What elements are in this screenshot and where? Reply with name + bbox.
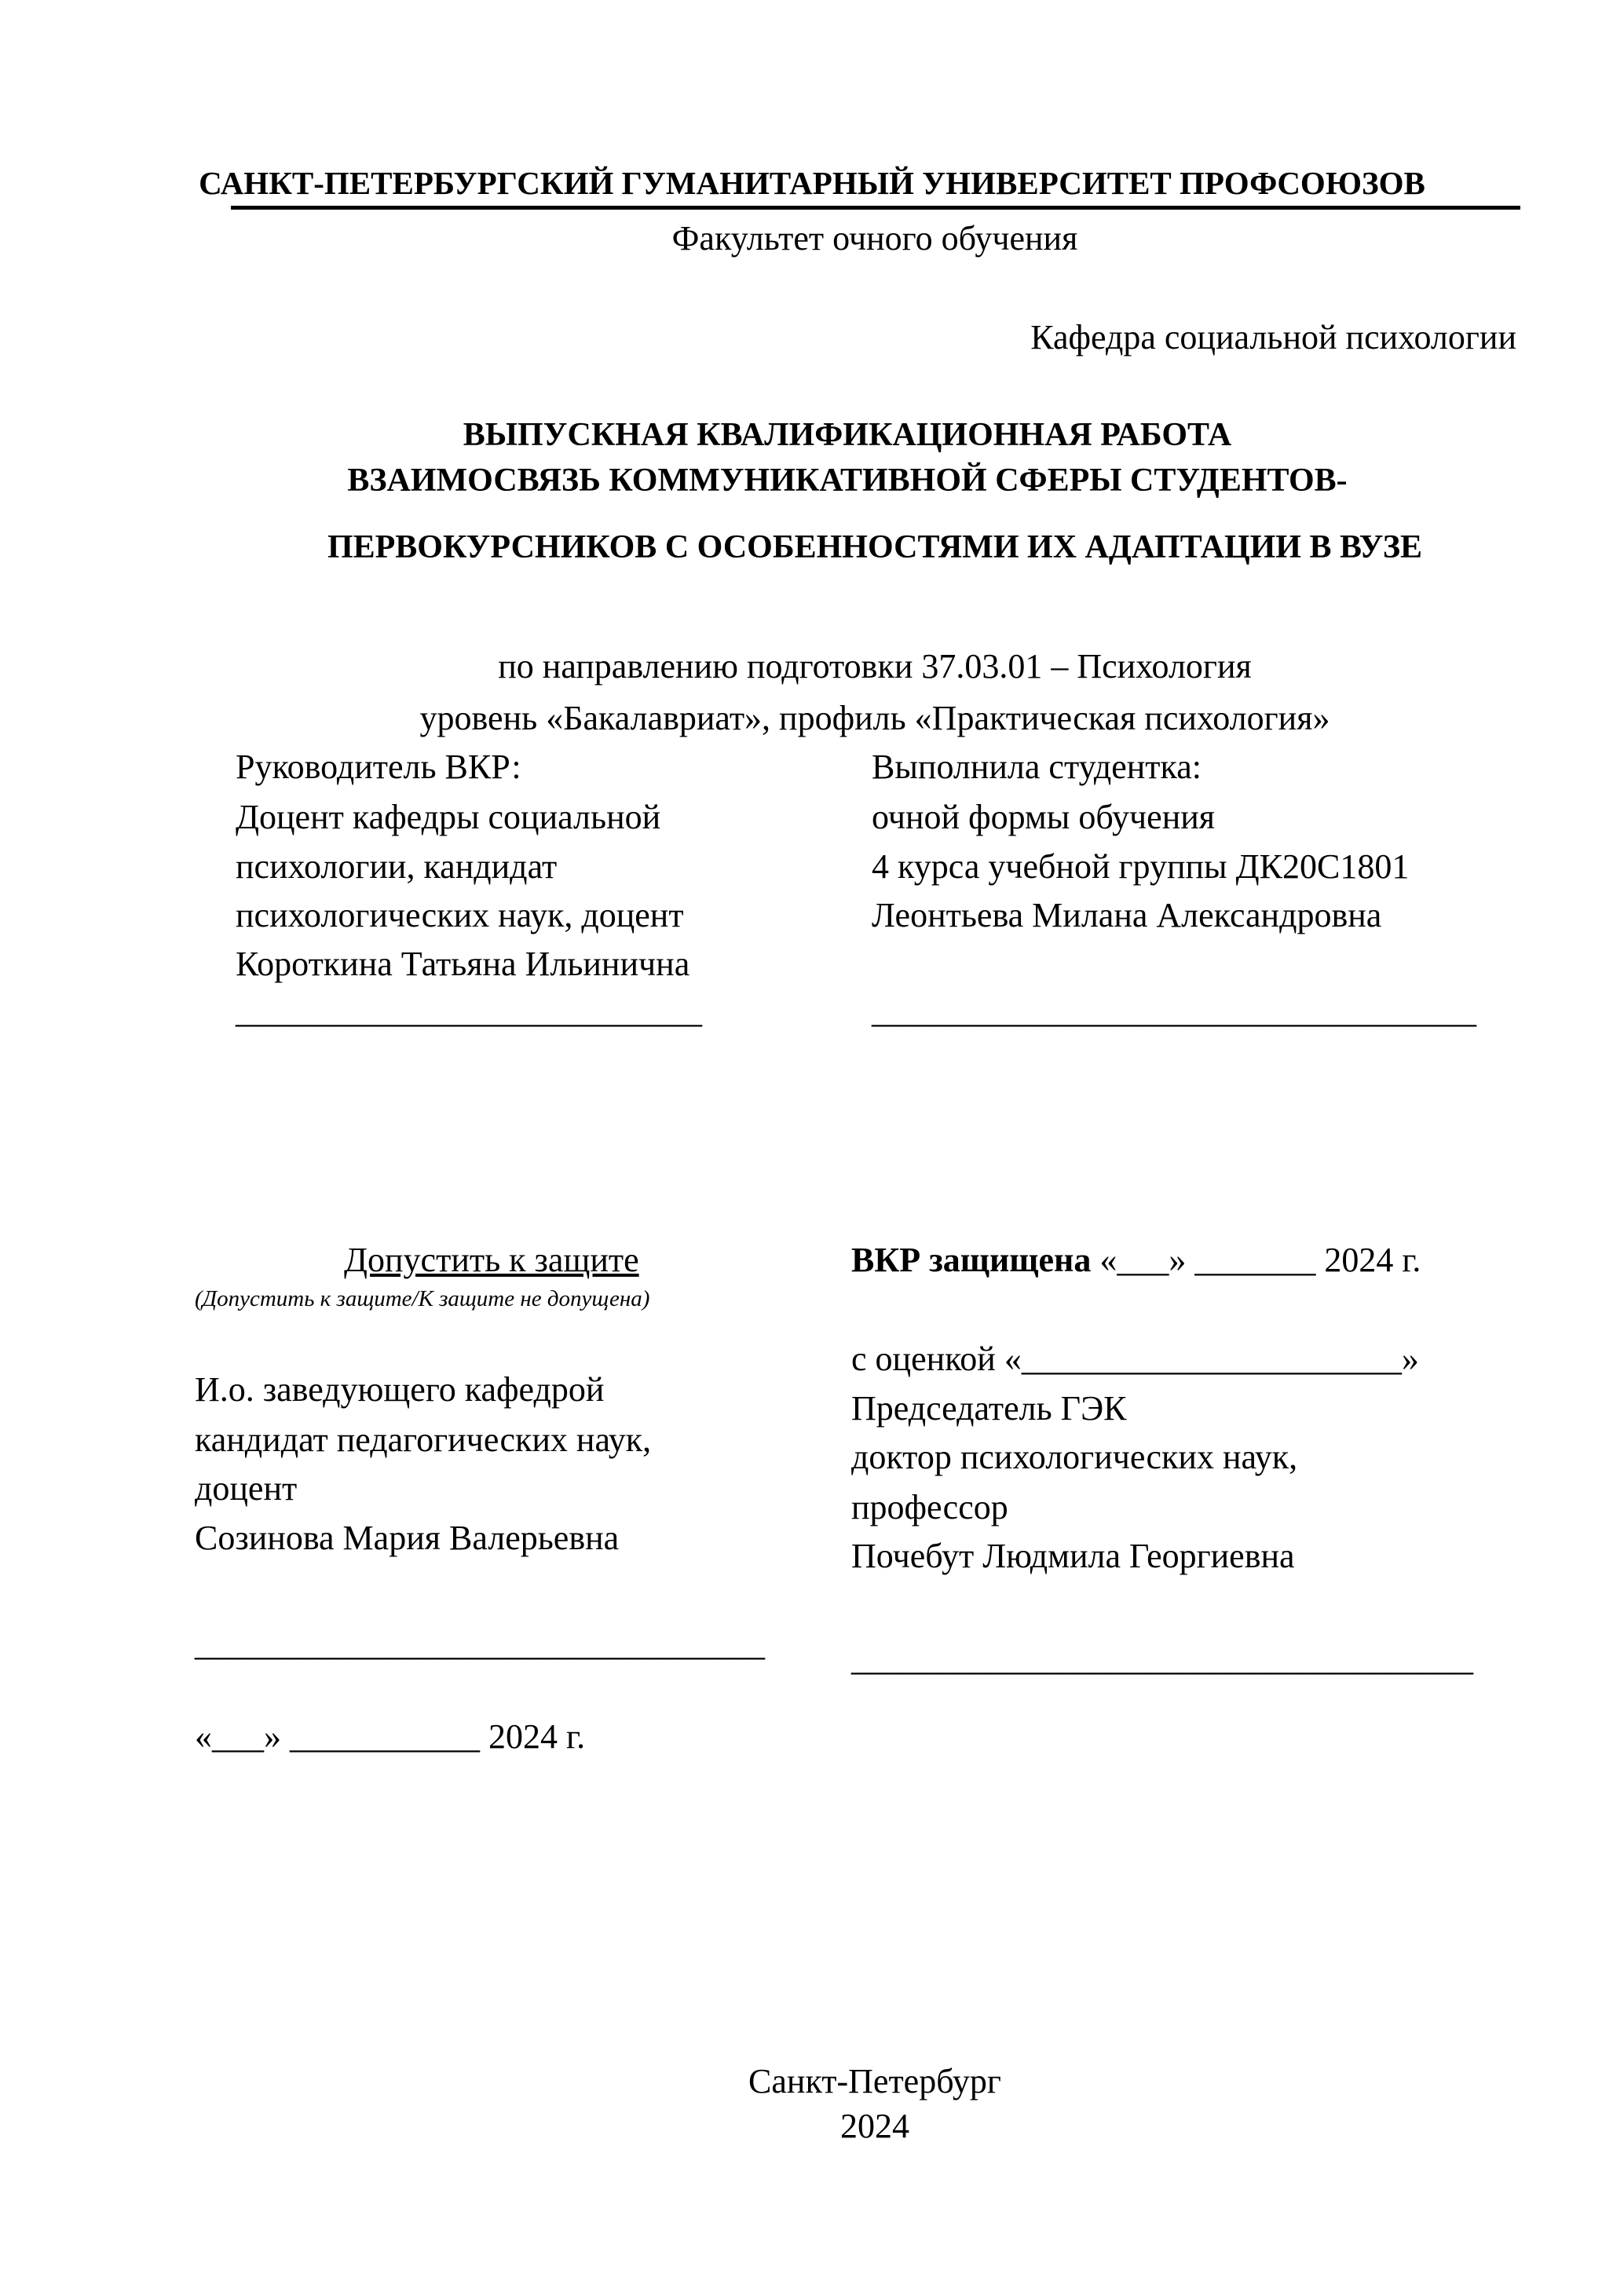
chair-line: доктор психологических наук, (851, 1438, 1298, 1476)
footer-year: 2024 (840, 2107, 909, 2145)
defense-label: ВКР защищена (851, 1241, 1092, 1279)
head-signature-line: _________________________________ (195, 1625, 765, 1663)
supervisor-line: психологии, кандидат (236, 847, 558, 886)
chair-line: Председатель ГЭК (851, 1389, 1127, 1428)
head-line: И.о. заведующего кафедрой (195, 1370, 605, 1409)
defense-status (851, 1240, 1421, 1281)
department: Кафедра социальной психологии (1030, 318, 1516, 356)
student-line: очной формы обучения (872, 798, 1216, 836)
defense-date: «___» _______ 2024 г. (1099, 1241, 1421, 1279)
head-line: доцент (195, 1469, 298, 1508)
supervisor-name: Короткина Татьяна Ильинична (236, 945, 690, 983)
supervisor-line: Доцент кафедры социальной (236, 798, 661, 836)
header-divider (231, 206, 1520, 210)
faculty: Факультет очного обучения (671, 219, 1078, 258)
footer-city: Санкт-Петербург (748, 2062, 1001, 2100)
student-name: Леонтьева Милана Александровна (872, 896, 1382, 934)
work-title-line1: ВЗАИМОСВЯЗЬ КОММУНИКАТИВНОЙ СФЕРЫ СТУДЕНТОВ- (347, 462, 1348, 499)
supervisor-signature-line: ___________________________ (236, 992, 702, 1030)
head-name: Созинова Мария Валерьевна (195, 1519, 620, 1557)
work-type: ВЫПУСКНАЯ КВАЛИФИКАЦИОННАЯ РАБОТА (463, 417, 1232, 453)
chair-line: профессор (851, 1488, 1008, 1526)
work-title-line2: ПЕРВОКУРСНИКОВ С ОСОБЕННОСТЯМИ ИХ АДАПТАЦИИ В ВУЗЕ (327, 529, 1423, 565)
admission-date: «___» ___________ 2024 г. (195, 1717, 586, 1756)
admission-decision: Допустить к защите (344, 1241, 639, 1279)
supervisor-line: Руководитель ВКР: (236, 748, 521, 786)
program-level: уровень «Бакалавриат», профиль «Практическая психология» (419, 699, 1330, 737)
defense-grade: с оценкой «______________________» (851, 1340, 1419, 1378)
chair-name: Почебут Людмила Георгиевна (851, 1537, 1295, 1575)
head-line: кандидат педагогических наук, (195, 1420, 652, 1459)
student-line: Выполнила студентка: (872, 748, 1202, 786)
chair-signature-line: ____________________________________ (851, 1640, 1473, 1678)
student-signature-line: ___________________________________ (872, 992, 1476, 1030)
supervisor-line: психологических наук, доцент (236, 896, 684, 934)
program-direction: по направлению подготовки 37.03.01 – Психология (498, 647, 1252, 686)
university-name: САНКТ-ПЕТЕРБУРГСКИЙ ГУМАНИТАРНЫЙ УНИВЕРСИТЕТ ПРОФСОЮЗОВ (199, 165, 1425, 201)
admission-hint: (Допустить к защите/К защите не допущена) (195, 1286, 650, 1311)
student-line: 4 курса учебной группы ДК20С1801 (872, 847, 1410, 886)
